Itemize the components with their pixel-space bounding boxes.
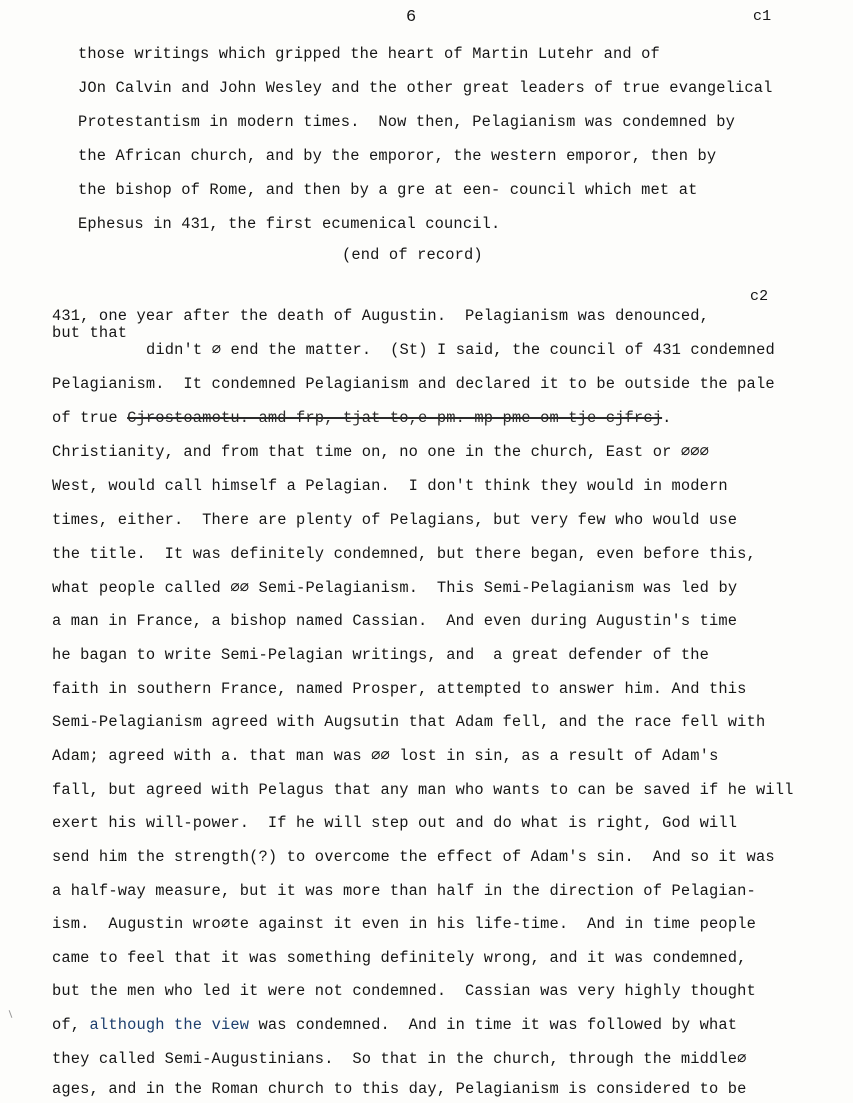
text-line: they called Semi-Augustinians. So that in the church, through the middle∅ bbox=[52, 1050, 747, 1068]
text-line: ages, and in the Roman church to this day, Pelagianism is considered to be bbox=[52, 1080, 747, 1098]
text-line: those writings which gripped the heart of Martin Lutehr and of bbox=[78, 45, 660, 63]
text-line: send him the strength(?) to overcome the effect of Adam's sin. And so it was bbox=[52, 848, 775, 866]
text-line: the African church, and by the emporor, the western emporor, then by bbox=[78, 147, 717, 165]
end-of-record-note: (end of record) bbox=[342, 246, 483, 264]
ink-annotated-text: although the view bbox=[89, 1016, 250, 1034]
text-line: faith in southern France, named Prosper, attempted to answer him. And this bbox=[52, 680, 747, 698]
line-prefix: of true bbox=[52, 409, 128, 427]
text-line: Pelagianism. It condemned Pelagianism and declared it to be outside the pale bbox=[52, 375, 775, 393]
text-line-with-ink bbox=[52, 1016, 737, 1034]
text-line: Christianity, and from that time on, no one in the church, East or ∅∅∅ bbox=[52, 443, 710, 461]
text-line: exert his will-power. If he will step out and do what is right, God will bbox=[52, 814, 738, 832]
text-line: Semi-Pelagianism agreed with Augsutin that Adam fell, and the race fell with bbox=[52, 713, 766, 731]
text-line: a man in France, a bishop named Cassian. And even during Augustin's time bbox=[52, 612, 738, 630]
text-line: but the men who led it were not condemned. Cassian was very highly thought bbox=[52, 982, 756, 1000]
text-line: times, either. There are plenty of Pelagians, but very few who would use bbox=[52, 511, 738, 529]
text-line: ism. Augustin wro∅te against it even in his life-time. And in time people bbox=[52, 915, 756, 933]
text-line: he bagan to write Semi-Pelagian writings, and a great defender of the bbox=[52, 646, 710, 664]
text-line: fall, but agreed with Pelagus that any man who wants to can be saved if he will bbox=[52, 781, 794, 799]
text-line: 431, one year after the death of Augustin. Pelagianism was denounced, bbox=[52, 307, 710, 325]
record-code-mid: c2 bbox=[750, 288, 769, 305]
margin-mark bbox=[9, 1010, 13, 1018]
line-suffix: was condemned. And in time it was followed by what bbox=[249, 1016, 738, 1034]
text-line: JOn Calvin and John Wesley and the other great leaders of true evangelical bbox=[78, 79, 773, 97]
page-number: 6 bbox=[406, 8, 417, 27]
line-prefix: of, bbox=[52, 1016, 90, 1034]
text-line: the title. It was definitely condemned, but there began, even before this, bbox=[52, 545, 756, 563]
text-line: a half-way measure, but it was more than half in the direction of Pelagian- bbox=[52, 882, 756, 900]
text-line: West, would call himself a Pelagian. I don't think they would in modern bbox=[52, 477, 728, 495]
text-line-with-strikeout bbox=[52, 409, 671, 427]
text-line: didn't ∅ end the matter. (St) I said, the council of 431 condemned bbox=[146, 341, 775, 359]
text-line: Protestantism in modern times. Now then, Pelagianism was condemned by bbox=[78, 113, 736, 131]
struck-out-typing: Cjrostoamotu. amd frp, tjat to,e pm. mp pme om tje cjfrcj bbox=[127, 409, 663, 427]
text-line: came to feel that it was something definitely wrong, and it was condemned, bbox=[52, 949, 747, 967]
record-code-top: c1 bbox=[753, 8, 772, 25]
line-suffix: . bbox=[662, 409, 672, 427]
text-line: Adam; agreed with a. that man was ∅∅ lost in sin, as a result of Adam's bbox=[52, 747, 719, 765]
text-line: the bishop of Rome, and then by a gre at een- council which met at bbox=[78, 181, 698, 199]
text-line: but that bbox=[52, 324, 128, 342]
text-line: Ephesus in 431, the first ecumenical council. bbox=[78, 215, 501, 233]
text-line: what people called ∅∅ Semi-Pelagianism. This Semi-Pelagianism was led by bbox=[52, 579, 738, 597]
